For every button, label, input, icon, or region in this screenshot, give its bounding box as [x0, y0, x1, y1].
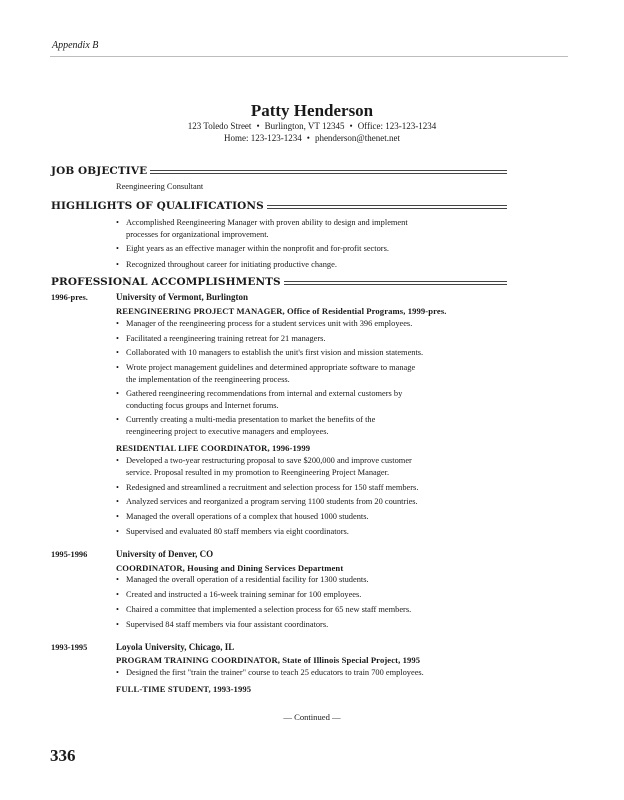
job-role-title: PROGRAM TRAINING COORDINATOR, State of Illinois Special Project, 1995	[116, 655, 421, 665]
list-item: • Created and instructed a 16-week training seminar for 100 employees.	[116, 589, 516, 601]
email-address: phenderson@thenet.net	[314, 133, 400, 143]
section-title: JOB OBJECTIVE	[51, 165, 148, 177]
list-item: • Analyzed services and reorganized a program serving 1100 students from 20 countries.	[116, 496, 516, 508]
list-item: • Chaired a committee that implemented a selection process for 65 new staff members.	[116, 604, 516, 616]
office-phone: Office: 123-123-1234	[357, 121, 437, 131]
resume-name: Patty Henderson	[250, 101, 374, 120]
home-phone: Home: 123-123-1234	[224, 133, 302, 143]
separator-dot: •	[306, 133, 310, 143]
running-head: Appendix B	[52, 40, 99, 51]
job-date: 1993-1995	[51, 643, 88, 652]
list-item: • Supervised and evaluated 80 staff members via eight coordinators.	[116, 526, 516, 538]
separator-dot: •	[349, 121, 353, 131]
job-organization: University of Denver, CO	[116, 549, 214, 559]
separator-dot: •	[256, 121, 260, 131]
section-rule	[284, 281, 507, 285]
section-rule	[267, 205, 507, 209]
section-header-objective	[51, 165, 507, 177]
job-date: 1996-pres.	[51, 293, 88, 302]
contact-line-2	[0, 133, 624, 143]
job-role-title: RESIDENTIAL LIFE COORDINATOR, 1996-1999	[116, 443, 311, 453]
list-item: • Recognized throughout career for initiating productive change.	[116, 259, 516, 271]
list-item: • Wrote project management guidelines and determined appropriate software to manage the implementation of the reengineering process.	[116, 362, 516, 385]
list-item: • Accomplished Reengineering Manager with proven ability to design and implement processes for organizational improvement.	[116, 217, 516, 240]
job-role-title: FULL-TIME STUDENT, 1993-1995	[116, 684, 252, 694]
contact-line-1	[0, 121, 624, 131]
list-item: • Currently creating a multi-media presentation to market the benefits of the reengineering project to executive managers and employees.	[116, 414, 516, 437]
list-item: • Managed the overall operation of a residential facility for 1300 students.	[116, 574, 516, 586]
job-organization: Loyola University, Chicago, IL	[116, 642, 235, 652]
section-header-highlights	[51, 200, 507, 212]
list-item: • Gathered reengineering recommendations from internal and external customers by conducting focus groups and Internet forums.	[116, 388, 516, 411]
job-role-title: COORDINATOR, Housing and Dining Services Department	[116, 563, 344, 573]
section-header-accomplishments	[51, 276, 507, 288]
section-title: PROFESSIONAL ACCOMPLISHMENTS	[51, 276, 281, 288]
list-item: • Manager of the reengineering process for a student services unit with 396 employees.	[116, 318, 516, 330]
continued-note: — Continued —	[283, 712, 341, 722]
header-divider	[50, 56, 568, 57]
list-item: • Collaborated with 10 managers to establish the unit's first vision and mission statements.	[116, 347, 516, 359]
page-number: 336	[50, 746, 76, 765]
list-item: • Designed the first "train the trainer" course to teach 25 educators to train 700 employees.	[116, 667, 516, 679]
list-item: • Supervised 84 staff members via four assistant coordinators.	[116, 619, 516, 631]
list-item: • Redesigned and streamlined a recruitment and selection process for 150 staff members.	[116, 482, 516, 494]
job-date: 1995-1996	[51, 550, 88, 559]
section-rule	[150, 170, 507, 174]
list-item: • Facilitated a reengineering training retreat for 21 managers.	[116, 333, 516, 345]
street-address: 123 Toledo Street	[187, 121, 252, 131]
section-title: HIGHLIGHTS OF QUALIFICATIONS	[51, 200, 264, 212]
objective-text: Reengineering Consultant	[116, 182, 204, 191]
list-item: • Managed the overall operations of a complex that housed 1000 students.	[116, 511, 516, 523]
job-organization: University of Vermont, Burlington	[116, 292, 249, 302]
list-item: • Eight years as an effective manager within the nonprofit and for-profit sectors.	[116, 243, 516, 255]
job-role-title: REENGINEERING PROJECT MANAGER, Office of Residential Programs, 1999-pres.	[116, 306, 447, 316]
city-state-zip: Burlington, VT 12345	[264, 121, 345, 131]
list-item: • Developed a two-year restructuring proposal to save $200,000 and improve customer service. Proposal resulted in my promotion to Reengineering Project Manager.	[116, 455, 516, 478]
